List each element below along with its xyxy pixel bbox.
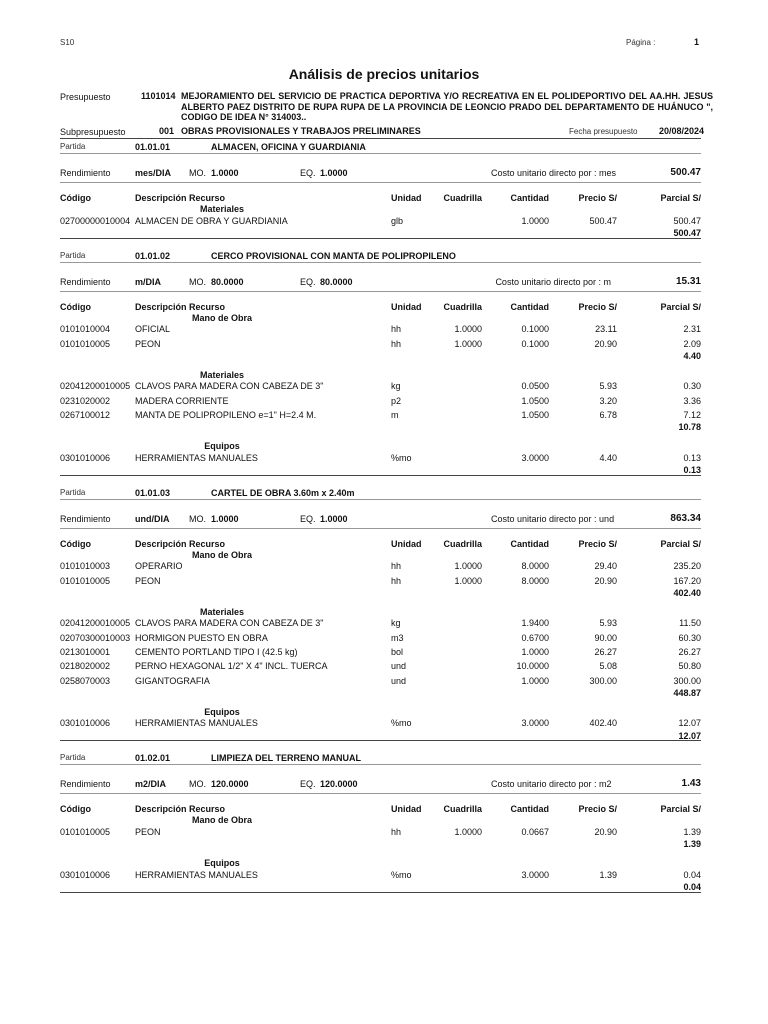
eq-value: 1.0000 <box>320 513 348 524</box>
costo-value: 500.47 <box>670 167 701 178</box>
col-cantidad: Cantidad <box>510 538 549 549</box>
item-parcial: 300.00 <box>673 675 701 686</box>
item-descripcion: OFICIAL <box>135 324 171 335</box>
item-codigo: 02700000010004 <box>60 215 131 226</box>
item-precio: 1.39 <box>599 869 617 880</box>
eq-label: EQ. <box>300 168 316 178</box>
item-codigo: 02041200010005 <box>60 618 131 629</box>
item-cantidad: 3.0000 <box>521 452 549 463</box>
item-cuadrilla: 1.0000 <box>454 575 482 586</box>
rendimiento-unit: m/DIA <box>135 276 162 287</box>
item-descripcion: PERNO HEXAGONAL 1/2" X 4" INCL. TUERCA <box>135 661 328 672</box>
group-title: Equipos <box>204 441 240 451</box>
item-precio: 5.08 <box>599 661 617 672</box>
item-precio: 20.90 <box>594 338 617 349</box>
item-parcial: 0.13 <box>683 452 701 463</box>
costo-label: Costo unitario directo por : mes <box>491 168 617 178</box>
partida-label: Partida <box>60 250 86 260</box>
col-parcial: Parcial S/ <box>660 193 701 203</box>
col-cantidad: Cantidad <box>510 804 549 815</box>
partida-underline <box>60 499 701 500</box>
report-code: S10 <box>60 38 75 47</box>
fecha-value: 20/08/2024 <box>659 126 705 136</box>
item-codigo: 0101010005 <box>60 575 111 586</box>
item-codigo: 0213010001 <box>60 647 111 657</box>
item-precio: 5.93 <box>599 618 617 629</box>
item-precio: 402.40 <box>589 718 617 729</box>
item-unidad: %mo <box>391 718 412 729</box>
item-cantidad: 1.0000 <box>521 215 549 226</box>
rendimiento-unit: und/DIA <box>135 513 170 524</box>
page-label: Página : <box>626 38 656 47</box>
item-descripcion: MADERA CORRIENTE <box>135 395 229 406</box>
item-codigo: 0231020002 <box>60 395 111 406</box>
item-descripcion: HERRAMIENTAS MANUALES <box>135 452 258 463</box>
col-codigo: Código <box>60 301 91 312</box>
item-parcial: 1.39 <box>683 827 701 837</box>
group-title: Mano de Obra <box>191 549 252 560</box>
col-unidad: Unidad <box>391 538 422 549</box>
item-parcial: 500.47 <box>673 215 701 226</box>
col-codigo: Código <box>60 538 91 549</box>
item-codigo: 0301010006 <box>60 452 111 463</box>
rendimiento-unit: m2/DIA <box>135 779 167 790</box>
col-descripcion: Descripción Recurso <box>135 193 226 203</box>
item-cuadrilla: 1.0000 <box>454 827 482 837</box>
col-codigo: Código <box>60 193 91 203</box>
costo-value: 863.34 <box>670 512 701 524</box>
item-cantidad: 0.1000 <box>521 338 549 349</box>
mo-label: MO. <box>189 168 206 178</box>
group-title: Materiales <box>199 204 245 214</box>
col-unidad: Unidad <box>391 193 422 203</box>
group-title: Materiales <box>199 369 245 380</box>
item-cantidad: 0.6700 <box>521 632 549 643</box>
partida-underline <box>60 262 701 263</box>
fecha-label: Fecha presupuesto <box>569 127 638 136</box>
item-codigo: 02041200010005 <box>60 381 131 392</box>
page-title: Análisis de precios unitarios <box>288 66 480 82</box>
item-cantidad: 8.0000 <box>521 575 549 586</box>
item-precio: 23.11 <box>595 324 617 335</box>
item-descripcion: GIGANTOGRAFIA <box>135 675 210 686</box>
item-unidad: bol <box>391 647 404 657</box>
item-descripcion: HERRAMIENTAS MANUALES <box>135 869 258 880</box>
item-precio: 4.40 <box>599 452 617 463</box>
item-parcial: 60.30 <box>678 632 701 643</box>
col-cuadrilla: Cuadrilla <box>443 193 482 203</box>
rendimiento-label: Rendimiento <box>60 779 111 790</box>
partida-code: 01.02.01 <box>135 753 171 764</box>
subpresupuesto-description: OBRAS PROVISIONALES Y TRABAJOS PRELIMINARES <box>181 126 421 136</box>
rendimiento-label: Rendimiento <box>60 168 111 178</box>
group-subtotal: 402.40 <box>673 588 701 598</box>
group-subtotal: 448.87 <box>673 687 701 698</box>
col-precio: Precio S/ <box>578 538 617 549</box>
col-parcial: Parcial S/ <box>660 538 701 549</box>
item-unidad: m <box>391 410 399 420</box>
item-precio: 20.90 <box>594 575 617 586</box>
partida-end-divider <box>60 892 701 893</box>
item-parcial: 167.20 <box>673 575 701 586</box>
item-cantidad: 1.0000 <box>521 647 549 657</box>
costo-value: 1.43 <box>681 778 701 790</box>
col-cantidad: Cantidad <box>510 193 549 203</box>
col-cuadrilla: Cuadrilla <box>443 301 482 312</box>
mo-value: 1.0000 <box>211 513 239 524</box>
item-precio: 300.00 <box>589 675 617 686</box>
partida-label: Partida <box>60 753 86 763</box>
col-unidad: Unidad <box>391 804 422 815</box>
mo-value: 80.0000 <box>211 276 244 287</box>
item-codigo: 0267100012 <box>60 410 111 420</box>
costo-label: Costo unitario directo por : und <box>491 513 615 524</box>
item-cantidad: 1.0500 <box>521 395 549 406</box>
item-unidad: m3 <box>391 632 404 643</box>
partida-name: CARTEL DE OBRA 3.60m x 2.40m <box>211 487 355 498</box>
presupuesto-label: Presupuesto <box>60 92 111 102</box>
group-subtotal: 1.39 <box>683 839 701 850</box>
rendimiento-underline <box>60 291 701 292</box>
group-subtotal: 4.40 <box>683 351 701 361</box>
partida-end-divider <box>60 238 701 239</box>
item-unidad: %mo <box>391 452 412 463</box>
group-title: Mano de Obra <box>191 815 252 826</box>
item-parcial: 26.27 <box>678 647 701 657</box>
group-subtotal: 0.04 <box>683 882 701 892</box>
item-codigo: 0301010006 <box>60 869 111 880</box>
item-unidad: und <box>391 675 407 686</box>
item-parcial: 235.20 <box>673 561 701 572</box>
item-parcial: 50.80 <box>678 661 701 672</box>
item-codigo: 0258070003 <box>60 675 111 686</box>
item-parcial: 7.12 <box>683 410 701 420</box>
col-descripcion: Descripción Recurso <box>135 538 226 549</box>
item-descripcion: PEON <box>135 827 161 837</box>
item-codigo: 0101010004 <box>60 324 111 335</box>
col-codigo: Código <box>60 804 91 815</box>
item-precio: 3.20 <box>599 395 617 406</box>
group-title: Equipos <box>204 706 240 717</box>
item-precio: 26.27 <box>594 647 617 657</box>
item-unidad: hh <box>391 575 402 586</box>
item-cantidad: 1.9400 <box>521 618 549 629</box>
item-cantidad: 8.0000 <box>521 561 549 572</box>
item-unidad: kg <box>391 381 401 392</box>
group-subtotal: 0.13 <box>683 465 701 475</box>
item-unidad: hh <box>391 561 402 572</box>
item-descripcion: HERRAMIENTAS MANUALES <box>135 718 258 729</box>
item-unidad: kg <box>391 618 401 629</box>
item-codigo: 0101010005 <box>60 827 111 837</box>
eq-label: EQ. <box>300 276 316 287</box>
eq-value: 80.0000 <box>320 276 353 287</box>
item-descripcion: CLAVOS PARA MADERA CON CABEZA DE 3" <box>135 618 324 629</box>
partida-end-divider <box>60 740 701 741</box>
rendimiento-label: Rendimiento <box>60 513 111 524</box>
col-unidad: Unidad <box>391 301 422 312</box>
item-descripcion: OPERARIO <box>135 561 183 572</box>
eq-label: EQ. <box>300 513 316 524</box>
item-unidad: hh <box>391 338 402 349</box>
rendimiento-underline <box>60 528 701 529</box>
eq-label: EQ. <box>300 779 316 790</box>
item-cantidad: 3.0000 <box>521 869 549 880</box>
partida-code: 01.01.01 <box>135 142 171 152</box>
mo-label: MO. <box>189 276 206 287</box>
item-cuadrilla: 1.0000 <box>454 561 482 572</box>
item-cuadrilla: 1.0000 <box>454 338 482 349</box>
col-precio: Precio S/ <box>578 301 617 312</box>
costo-label: Costo unitario directo por : m <box>495 276 611 287</box>
item-parcial: 12.07 <box>678 718 701 729</box>
subpresupuesto-code: 001 <box>159 126 175 136</box>
item-unidad: p2 <box>391 395 402 406</box>
subpresupuesto-label: Subpresupuesto <box>60 127 126 137</box>
item-cantidad: 0.0500 <box>521 381 549 392</box>
item-precio: 5.93 <box>599 381 617 392</box>
col-parcial: Parcial S/ <box>660 804 701 815</box>
item-parcial: 0.30 <box>683 381 701 392</box>
partida-label: Partida <box>60 487 86 497</box>
partida-code: 01.01.03 <box>135 487 171 498</box>
item-descripcion: CEMENTO PORTLAND TIPO I (42.5 kg) <box>135 647 298 657</box>
item-parcial: 2.31 <box>683 324 701 335</box>
item-unidad: und <box>391 661 407 672</box>
item-descripcion: ALMACEN DE OBRA Y GUARDIANIA <box>135 215 288 226</box>
item-descripcion: CLAVOS PARA MADERA CON CABEZA DE 3" <box>135 381 324 392</box>
item-cantidad: 3.0000 <box>521 718 549 729</box>
partida-name: LIMPIEZA DEL TERRENO MANUAL <box>211 753 361 764</box>
presupuesto-code: 1101014 <box>141 91 176 101</box>
item-parcial: 2.09 <box>683 338 701 349</box>
col-cuadrilla: Cuadrilla <box>443 538 482 549</box>
col-cantidad: Cantidad <box>510 301 549 312</box>
item-parcial: 0.04 <box>683 869 701 880</box>
partida-code: 01.01.02 <box>135 250 171 261</box>
item-unidad: %mo <box>391 869 412 880</box>
item-codigo: 0218020002 <box>60 661 111 672</box>
group-title: Mano de Obra <box>191 312 252 323</box>
presupuesto-description: MEJORAMIENTO DEL SERVICIO DE PRACTICA DEPORTIVA Y/O RECREATIVA EN EL POLIDEPORTIVO DEL AA.HH. JESUS ALBERTO PAEZ DISTRITO DE RUPA RUPA DE LA PROVINCIA DE LEONCIO PRADO DEL DEPARTAMENTO DE HUÁNUCO ", CODIGO DE IDEA N° 314003.. <box>181 91 713 122</box>
group-subtotal: 500.47 <box>673 228 701 238</box>
costo-label: Costo unitario directo por : m2 <box>491 779 612 790</box>
item-descripcion: MANTA DE POLIPROPILENO e=1" H=2.4 M. <box>135 410 317 420</box>
partida-label: Partida <box>60 142 86 151</box>
item-precio: 90.00 <box>594 632 617 643</box>
item-parcial: 11.50 <box>679 618 701 629</box>
item-descripcion: PEON <box>135 338 161 349</box>
partida-name: ALMACEN, OFICINA Y GUARDIANIA <box>211 142 366 152</box>
col-precio: Precio S/ <box>578 193 617 203</box>
group-subtotal: 12.07 <box>678 730 701 741</box>
partida-name: CERCO PROVISIONAL CON MANTA DE POLIPROPILENO <box>211 250 456 261</box>
col-parcial: Parcial S/ <box>660 301 701 312</box>
item-codigo: 0101010005 <box>60 338 111 349</box>
page-number: 1 <box>694 37 700 47</box>
item-precio: 20.90 <box>594 827 617 837</box>
rendimiento-label: Rendimiento <box>60 276 111 287</box>
partida-end-divider <box>60 475 701 476</box>
costo-value: 15.31 <box>675 275 701 287</box>
group-subtotal: 10.78 <box>678 422 701 433</box>
item-precio: 29.40 <box>594 561 617 572</box>
item-cuadrilla: 1.0000 <box>454 324 482 335</box>
item-cantidad: 0.0667 <box>521 827 549 837</box>
item-cantidad: 10.0000 <box>516 661 549 672</box>
item-cantidad: 1.0000 <box>521 675 549 686</box>
item-unidad: glb <box>391 215 404 226</box>
mo-label: MO. <box>189 779 206 790</box>
item-codigo: 0301010006 <box>60 718 111 729</box>
col-descripcion: Descripción Recurso <box>135 804 226 815</box>
group-title: Materiales <box>199 606 245 617</box>
col-descripcion: Descripción Recurso <box>135 301 226 312</box>
eq-value: 1.0000 <box>320 168 348 178</box>
item-descripcion: PEON <box>135 575 161 586</box>
item-unidad: hh <box>391 827 402 837</box>
rendimiento-underline <box>60 182 701 183</box>
item-cantidad: 0.1000 <box>521 324 549 335</box>
rendimiento-underline <box>60 793 701 794</box>
item-codigo: 02070300010003 <box>60 632 131 643</box>
col-precio: Precio S/ <box>578 804 617 815</box>
mo-label: MO. <box>189 513 206 524</box>
item-cantidad: 1.0500 <box>521 410 549 420</box>
col-cuadrilla: Cuadrilla <box>443 804 482 815</box>
item-descripcion: HORMIGON PUESTO EN OBRA <box>135 632 268 643</box>
item-precio: 6.78 <box>599 410 617 420</box>
item-unidad: hh <box>391 324 402 335</box>
partida-underline <box>60 764 701 765</box>
item-precio: 500.47 <box>589 215 617 226</box>
mo-value: 1.0000 <box>211 168 239 178</box>
group-title: Equipos <box>204 858 240 868</box>
item-codigo: 0101010003 <box>60 561 111 572</box>
item-parcial: 3.36 <box>683 395 701 406</box>
mo-value: 120.0000 <box>211 779 249 790</box>
partida-underline <box>60 153 701 154</box>
eq-value: 120.0000 <box>320 779 358 790</box>
header-divider <box>60 138 701 139</box>
rendimiento-unit: mes/DIA <box>135 168 172 178</box>
